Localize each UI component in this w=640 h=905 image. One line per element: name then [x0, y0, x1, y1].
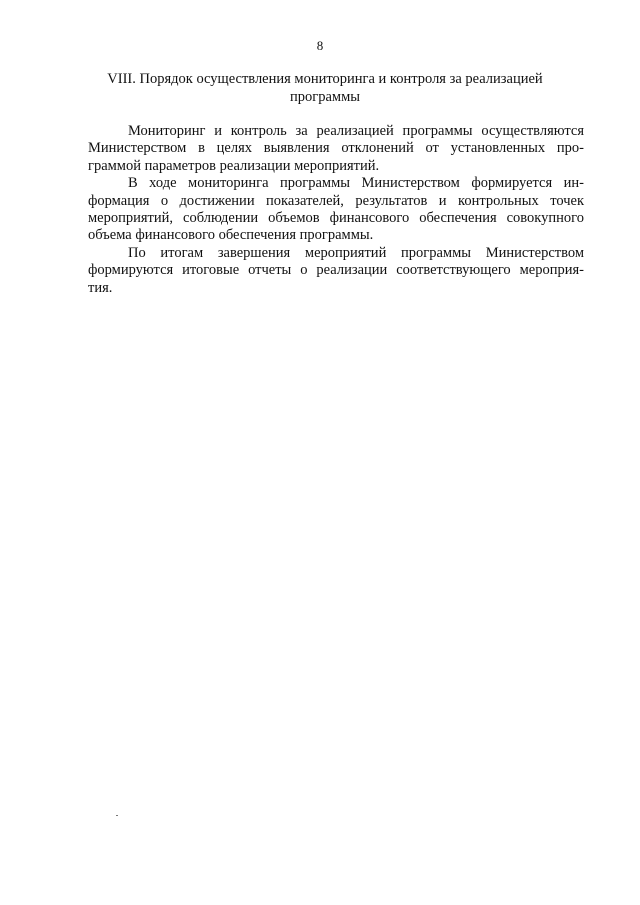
section-title-line-2: программы — [290, 89, 360, 105]
body-text — [88, 123, 584, 297]
paragraph-line: мероприятий, соблюдении объемов финансового обеспечения совокупного — [88, 210, 584, 227]
page-number: 8 — [316, 38, 324, 53]
paragraph-line: объема финансового обеспечения программы. — [88, 227, 374, 244]
paragraph-final-reports — [88, 245, 584, 297]
paragraph-line: Министерством в целях выявления отклонений от установленных про- — [88, 140, 584, 157]
section-title-line-1: VIII. Порядок осуществления мониторинга и контроля за реализацией — [107, 71, 543, 87]
paragraph-line: По итогам завершения мероприятий программы Министерством — [128, 244, 584, 261]
paragraph-line: формация о достижении показателей, результатов и контрольных точек — [88, 192, 584, 209]
paragraph-line: тия. — [88, 279, 113, 296]
section-title — [90, 70, 560, 106]
paragraph-line: граммой параметров реализации мероприятий. — [88, 157, 380, 174]
paragraph-line: формируются итоговые отчеты о реализации соответствующего мероприя- — [88, 262, 584, 279]
paragraph-monitoring-info — [88, 175, 584, 245]
paragraph-line: В ходе мониторинга программы Министерством формируется ин- — [128, 175, 584, 192]
scan-mark — [116, 815, 118, 816]
paragraph-monitoring-control — [88, 123, 584, 175]
paragraph-line: Мониторинг и контроль за реализацией программы осуществляются — [128, 123, 584, 139]
